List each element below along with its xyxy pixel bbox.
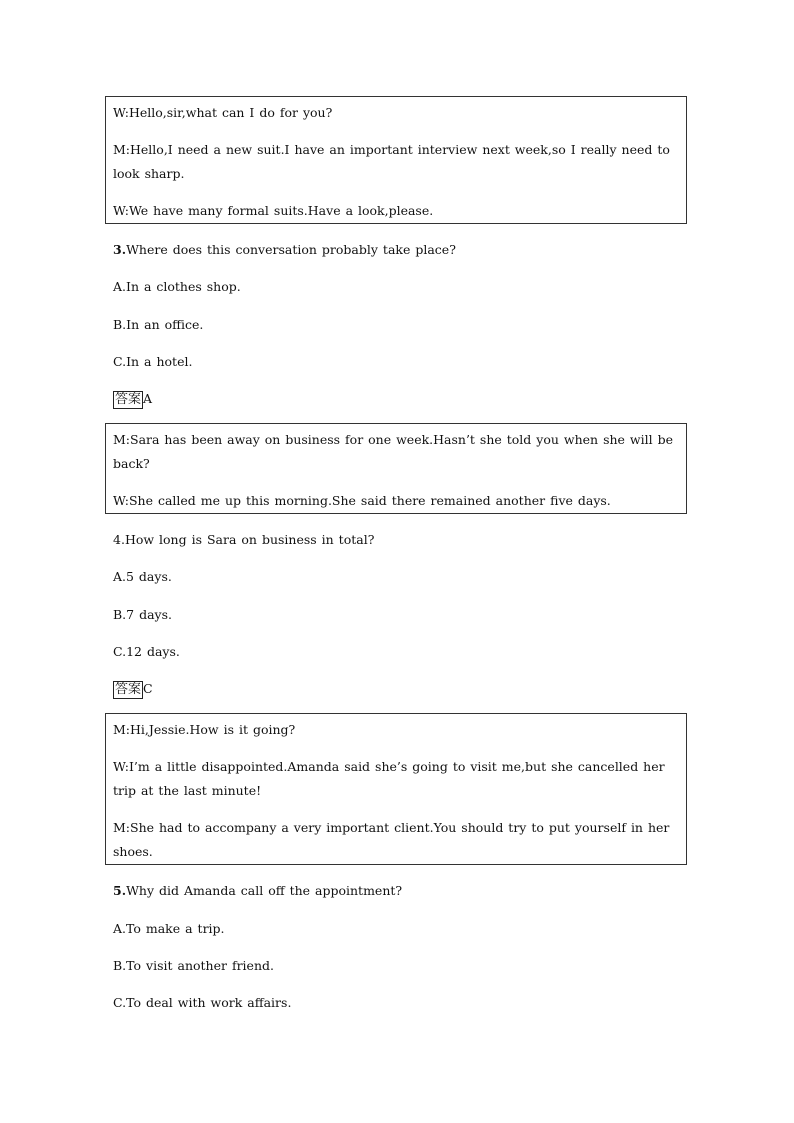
dialogue-line: M:Hello,I need a new suit.I have an important interview next week,so I really need to look sharp. <box>113 142 670 181</box>
dialogue-line: W:She called me up this morning.She said there remained another five days. <box>113 493 611 508</box>
dialogue-line: M:Hi,Jessie.How is it going? <box>113 722 296 737</box>
answer-row <box>113 390 152 409</box>
question-3 <box>113 241 456 259</box>
dialogue-box-3 <box>105 713 687 865</box>
dialogue-line: W:I’m a little disappointed.Amanda said she’s going to visit me,but she cancelled her trip at the last minute! <box>113 759 665 798</box>
option-b: B.To visit another friend. <box>113 958 274 973</box>
answer-label: 答案 <box>115 682 142 697</box>
question-4 <box>113 531 374 549</box>
question-text: Where does this conversation probably take place? <box>126 242 456 257</box>
question-5 <box>113 882 402 900</box>
question-text: Why did Amanda call off the appointment? <box>126 883 403 898</box>
option-c: C.12 days. <box>113 644 180 659</box>
answer-label: 答案 <box>115 392 142 407</box>
question-number: 3. <box>113 242 127 257</box>
dialogue-line: M:She had to accompany a very important client.You should try to put yourself in her shoes. <box>113 820 670 859</box>
question-number: 5. <box>113 883 127 898</box>
option-c: C.In a hotel. <box>113 354 193 369</box>
dialogue-line: W:Hello,sir,what can I do for you? <box>113 105 333 120</box>
option-b: B.7 days. <box>113 607 172 622</box>
option-a: A.5 days. <box>113 569 172 584</box>
option-b: B.In an office. <box>113 317 204 332</box>
dialogue-box-1 <box>105 96 687 224</box>
answer-row <box>113 680 153 699</box>
option-a: A.In a clothes shop. <box>113 279 241 294</box>
option-c: C.To deal with work affairs. <box>113 995 292 1010</box>
dialogue-box-2 <box>105 423 687 514</box>
dialogue-line: W:We have many formal suits.Have a look,please. <box>113 203 434 218</box>
question-text: How long is Sara on business in total? <box>124 532 375 547</box>
answer-value: C <box>143 681 153 696</box>
option-a: A.To make a trip. <box>113 921 225 936</box>
dialogue-line: M:Sara has been away on business for one week.Hasn’t she told you when she will be back? <box>113 432 673 471</box>
answer-value: A <box>143 391 153 406</box>
question-number: 4. <box>113 532 125 547</box>
